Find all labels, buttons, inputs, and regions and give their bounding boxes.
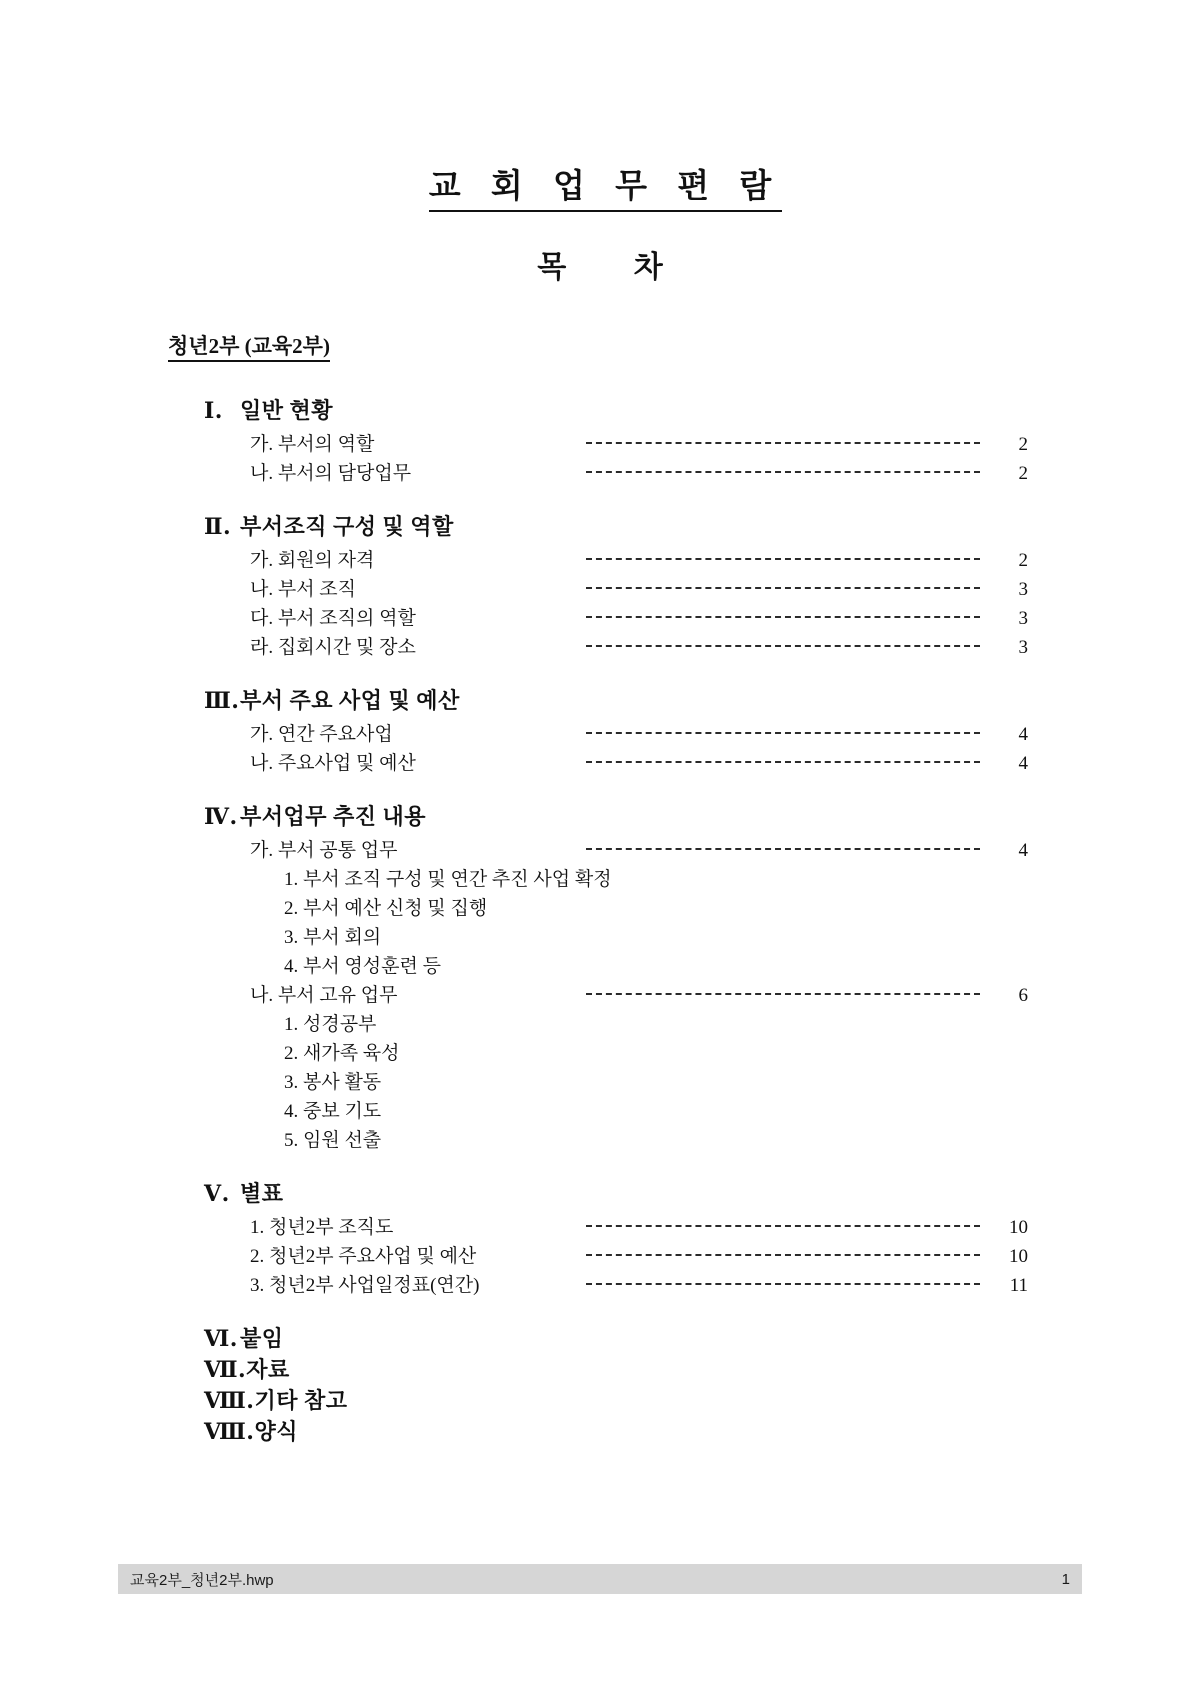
toc-entry-label: 가. 회원의 자격 — [250, 549, 375, 571]
toc-subitem[interactable]: 2. 부서 예산 신청 및 집행 — [284, 897, 488, 919]
toc-entry-page-number: 3 — [1018, 578, 1028, 600]
toc-subitem[interactable]: 4. 부서 영성훈련 등 — [284, 955, 441, 977]
department-heading — [168, 330, 330, 360]
toc-subitem[interactable]: 5. 임원 선출 — [284, 1129, 382, 1151]
toc-entry[interactable] — [250, 981, 1028, 1010]
toc-leader-dashes — [580, 982, 986, 1001]
toc-entry-page-number: 11 — [1009, 1274, 1028, 1296]
toc-section-numeral: Ⅰ. — [204, 397, 223, 424]
toc-leader-dashes — [580, 750, 986, 769]
toc-subitem[interactable]: 3. 부서 회의 — [284, 926, 382, 948]
toc-leader-dashes — [580, 547, 986, 566]
toc-leader-dashes — [580, 460, 986, 479]
toc-section — [168, 684, 1028, 778]
toc-section-numeral: Ⅲ. — [204, 687, 240, 714]
toc-entry[interactable] — [250, 720, 1028, 749]
footer-page-number: 1 — [1061, 1570, 1070, 1588]
toc-entry[interactable] — [250, 546, 1028, 575]
department-heading-text: 청년2부 (교육2부) — [168, 334, 330, 362]
toc-leader-dashes — [580, 1243, 986, 1262]
toc-entry[interactable] — [250, 1271, 1028, 1300]
toc-list — [168, 394, 1028, 1446]
toc-leader-dashes — [580, 634, 986, 653]
toc-section — [168, 1353, 1028, 1384]
toc-entry-label: 다. 부서 조직의 역할 — [250, 607, 416, 629]
toc-entry-label: 3. 청년2부 사업일정표(연간) — [250, 1274, 480, 1296]
toc-entry-page-number: 10 — [1009, 1245, 1028, 1267]
toc-section — [168, 1384, 1028, 1415]
footer-filename: 교육2부_청년2부.hwp — [130, 1571, 274, 1589]
toc-section-heading — [204, 1177, 1028, 1208]
toc-entry[interactable] — [250, 575, 1028, 604]
toc-entry[interactable] — [250, 459, 1028, 488]
toc-section-heading — [204, 1353, 1028, 1384]
toc-entry[interactable] — [250, 749, 1028, 778]
toc-leader-dashes — [580, 576, 986, 595]
toc-section-numeral: Ⅳ. — [204, 803, 238, 830]
toc-section — [168, 394, 1028, 488]
toc-entry-label: 라. 집회시간 및 장소 — [250, 636, 416, 658]
document-title-text: 교 회 업 무 편 람 — [429, 169, 783, 212]
toc-section-heading — [204, 1415, 1028, 1446]
table-of-contents-label: 목 차 — [537, 250, 693, 284]
toc-entry[interactable] — [250, 836, 1028, 865]
toc-entry-page-number: 4 — [1018, 723, 1028, 745]
toc-entry[interactable] — [250, 633, 1028, 662]
toc-section-numeral: Ⅴ. — [204, 1180, 230, 1207]
toc-entry-page-number: 3 — [1018, 636, 1028, 658]
toc-section-heading — [204, 684, 1028, 715]
toc-leader-dashes — [580, 605, 986, 624]
toc-entry-label: 나. 주요사업 및 예산 — [250, 752, 416, 774]
toc-entry-label: 나. 부서 고유 업무 — [250, 984, 398, 1006]
toc-leader-dashes — [580, 1272, 986, 1291]
toc-section-numeral: Ⅱ. — [204, 513, 232, 540]
toc-entry-label: 나. 부서 조직 — [250, 578, 357, 600]
toc-leader-dashes — [580, 837, 986, 856]
toc-entry[interactable] — [250, 1242, 1028, 1271]
toc-section-heading — [204, 1384, 1028, 1415]
toc-leader-dashes — [580, 721, 986, 740]
toc-entry-page-number: 2 — [1018, 462, 1028, 484]
toc-subitem[interactable]: 2. 새가족 육성 — [284, 1042, 400, 1064]
toc-subitem[interactable]: 4. 중보 기도 — [284, 1100, 382, 1122]
toc-section-title: 부서 주요 사업 및 예산 — [240, 687, 460, 713]
toc-section — [168, 800, 1028, 1155]
toc-entry-page-number: 4 — [1018, 752, 1028, 774]
toc-entry-page-number: 6 — [1018, 984, 1028, 1006]
toc-section-title: 기타 참고 — [254, 1387, 348, 1413]
toc-entry[interactable] — [250, 604, 1028, 633]
toc-entry-label: 2. 청년2부 주요사업 및 예산 — [250, 1245, 477, 1267]
toc-subitem[interactable]: 1. 성경공부 — [284, 1013, 377, 1035]
toc-section-heading — [204, 394, 1028, 425]
toc-section-numeral: Ⅵ. — [204, 1325, 238, 1352]
toc-section-title: 자료 — [246, 1356, 290, 1382]
toc-section-heading — [204, 800, 1028, 831]
toc-section-heading — [204, 1322, 1028, 1353]
toc-section — [168, 510, 1028, 662]
document-title — [0, 168, 1200, 208]
toc-leader-dashes — [580, 431, 986, 450]
toc-section — [168, 1415, 1028, 1446]
toc-section-title: 부서조직 구성 및 역할 — [240, 513, 454, 539]
toc-entry-label: 가. 부서의 역할 — [250, 433, 375, 455]
toc-entry-page-number: 2 — [1018, 549, 1028, 571]
toc-entry-page-number: 4 — [1018, 839, 1028, 861]
toc-subitem[interactable]: 3. 봉사 활동 — [284, 1071, 382, 1093]
toc-section-title: 붙임 — [240, 1325, 284, 1351]
toc-entry-page-number: 2 — [1018, 433, 1028, 455]
toc-entry[interactable] — [250, 430, 1028, 459]
toc-section-numeral: Ⅶ. — [204, 1356, 247, 1383]
page-footer — [118, 1564, 1082, 1594]
toc-leader-dashes — [580, 1214, 986, 1233]
toc-section — [168, 1322, 1028, 1353]
toc-section-numeral: Ⅷ. — [204, 1418, 255, 1445]
toc-entry[interactable] — [250, 1213, 1028, 1242]
toc-section-title: 부서업무 추진 내용 — [240, 803, 427, 829]
toc-section-title: 양식 — [254, 1418, 298, 1444]
toc-section-numeral: Ⅷ. — [204, 1387, 255, 1414]
toc-entry-page-number: 3 — [1018, 607, 1028, 629]
toc-entry-page-number: 10 — [1009, 1216, 1028, 1238]
toc-section — [168, 1177, 1028, 1300]
toc-subitem[interactable]: 1. 부서 조직 구성 및 연간 추진 사업 확정 — [284, 868, 612, 890]
toc-section-title: 별표 — [240, 1180, 284, 1206]
department-heading-row — [0, 286, 1200, 360]
toc-entry-label: 가. 부서 공통 업무 — [250, 839, 398, 861]
toc-section-title: 일반 현황 — [240, 397, 334, 423]
toc-entry-label: 가. 연간 주요사업 — [250, 723, 393, 745]
toc-section-heading — [204, 510, 1028, 541]
toc-entry-label: 1. 청년2부 조직도 — [250, 1216, 394, 1238]
toc-entry-label: 나. 부서의 담당업무 — [250, 462, 412, 484]
